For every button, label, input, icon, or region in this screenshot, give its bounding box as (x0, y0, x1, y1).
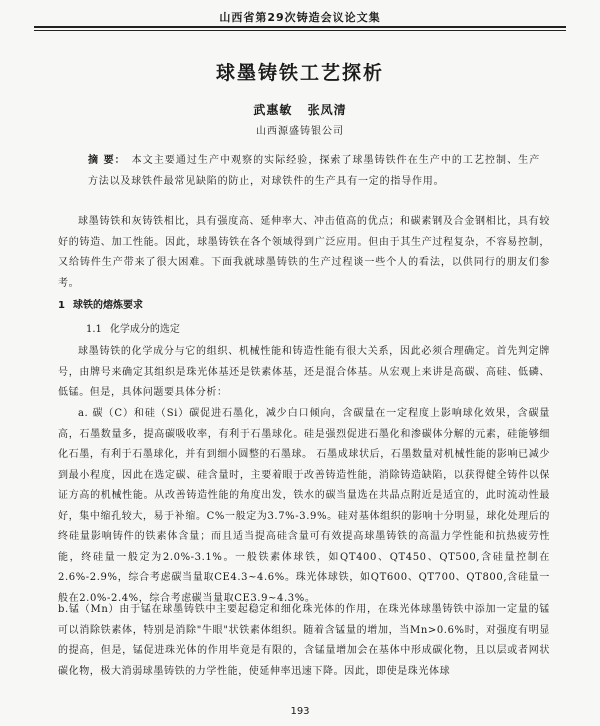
item-a-carbon-silicon: a. 碳（C）和硅（Si）碳促进石墨化，减少白口倾向，含碳量在一定程度上影响球化效果，含碳量高，石墨数量多，提高碳吸收率，有利于石墨球化。硅是强烈促进石墨化和渗碳体分解的元素，硅能够细化石墨，有利于石墨球化，并有到细小圆整的石墨球。 石墨成球状后，石墨数量对机械性能的影响已减少到最小程度，因此在选定碳、硅含量时，主要着眼于改善铸造性能，消除铸造缺陷，以获得健全铸件以保证方高的机械性能。从改善铸造性能的角度出发，铁水的碳当量选在共晶点附近是适宜的，此时流动性最好，集中缩孔较大，易于补缩。C%一般定为3.7%-3.9%。硅对基体组织的影响十分明显，球化处理后的终硅量影响铸件的铁素体含量；而且适当提高硅含量可有效提高球墨铸铁的高温力学性能和抗热疲劳性能，终硅量一般定为2.0%-3.1%。一般铁素体球铁，如QT400、QT450、QT500,含硅量控制在2.6%-2.9%，综合考虑碳当量取CE4.3~4.6%。珠光体球铁，如QT600、QT700、QT800,含硅量一般在2.0%-2.4%，综合考虑碳当量取CE3.9~4.3%。 (58, 408, 550, 604)
running-header: 山西省第29次铸造会议论文集 (219, 11, 381, 24)
subsection-heading (86, 320, 180, 335)
item-b-manganese: b.锰（Mn）由于锰在球墨铸铁中主要起稳定和细化珠光体的作用，在珠光体球墨铸铁中添加一定量的锰可以消除铁素体，特别是消除"牛眼"状铁素体组织。随着含锰量的增加，当Mn>0.6%时，对强度有明显的提高，但是，锰促进珠光体的作用毕竟是有限的，含锰量增加会在基体中形成碳化物，且以层或者网状碳化物，极大消弱球墨铸铁的力学性能，使延伸率迅速下降。因此，即使是珠光体球 (58, 604, 550, 677)
paper-authors: 武惠敏 张凤清 (253, 103, 347, 117)
header-rule (34, 26, 566, 31)
paper-title: 球墨铸铁工艺探析 (215, 62, 384, 84)
subsection-title: 化学成分的选定 (109, 324, 180, 335)
subsection-number: 1.1 (86, 324, 102, 335)
page-number: 193 (290, 706, 310, 717)
section-heading (58, 296, 143, 311)
intro-paragraph: 球墨铸铁和灰铸铁相比，具有强度高、延伸率大、冲击值高的优点；和碳素钢及合金钢相比，具有较好的铸造、加工性能。因此，球墨铸铁在各个领域得到广泛应用。但由于其生产过程复杂，不容易控制，又给铸件生产带来了很大困难。下面我就球墨铸铁的生产过程谈一些个人的看法，以供同行的朋友们参考。 (58, 216, 550, 289)
section-number: 1 (58, 300, 65, 311)
abstract-text: 本文主要通过生产中观察的实际经验，探索了球墨铸铁件在生产中的工艺控制、生产方法以及球铁件最常见缺陷的防止，对球铁件的生产具有一定的指导作用。 (88, 155, 540, 187)
composition-paragraph: 球墨铸铁的化学成分与它的组织、机械性能和铸造性能有很大关系，因此必须合理确定。首先判定牌号，由牌号来确定其组织是珠光体基还是铁素体基，还是混合体基。从宏观上来讲是高碳、高硅、低磷、低锰。但是，具体问题要具体分析： (58, 346, 550, 398)
paper-affiliation: 山西源盛铸银公司 (256, 126, 344, 137)
abstract (88, 150, 540, 192)
abstract-label: 摘 要： (88, 155, 126, 166)
section-title: 球铁的熔炼要求 (72, 300, 143, 311)
